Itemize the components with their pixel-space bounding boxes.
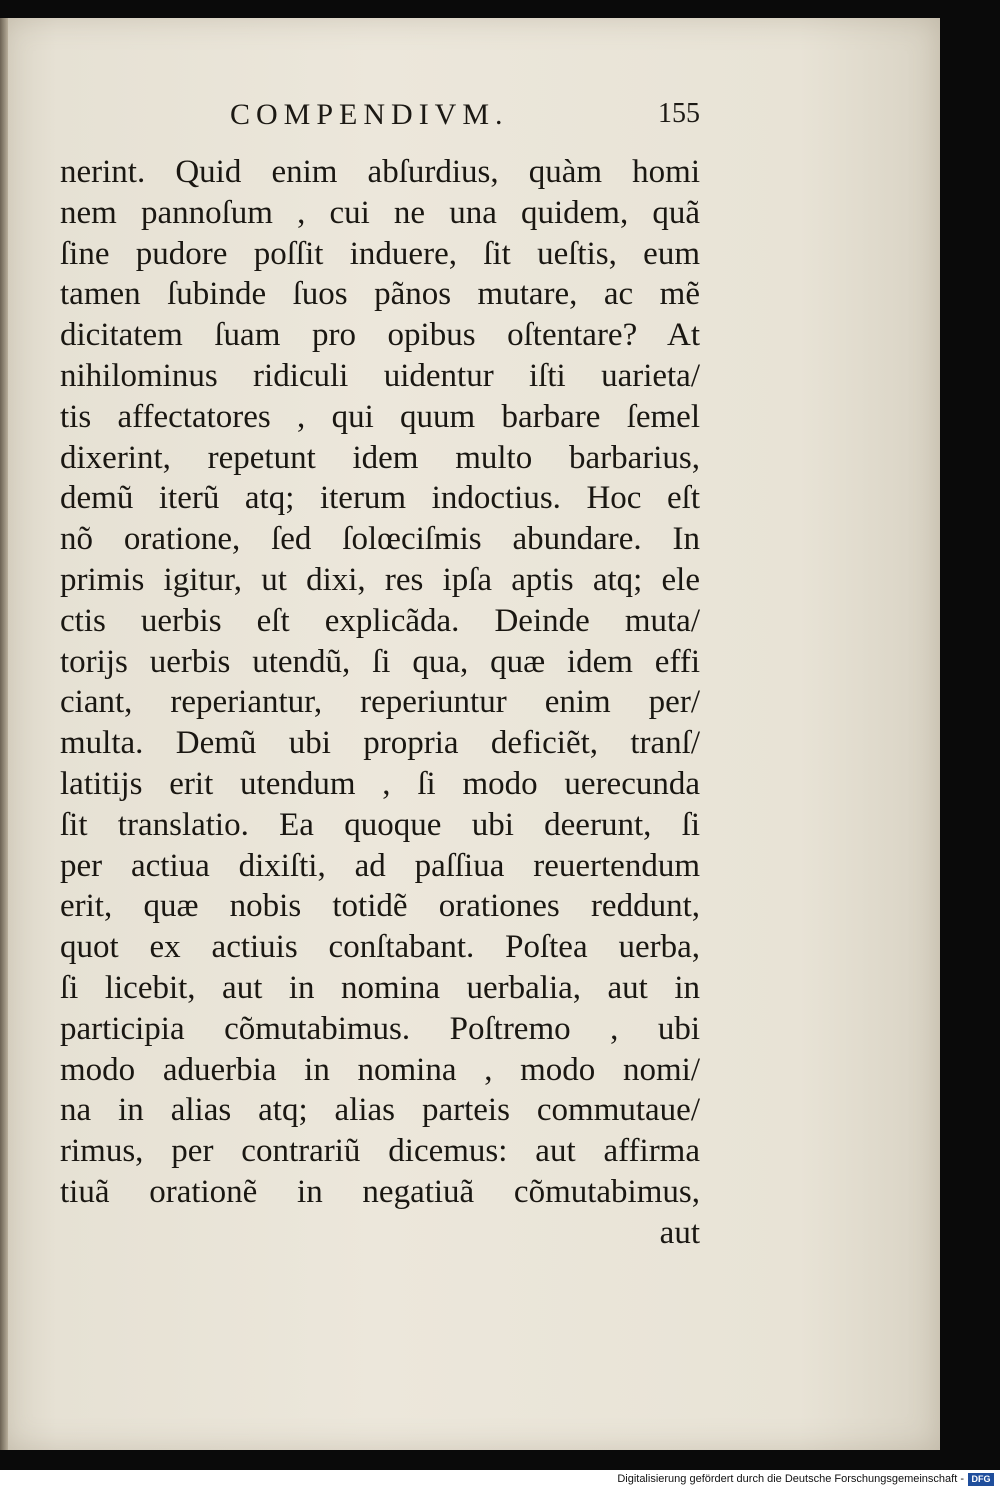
catchword: aut — [659, 1214, 700, 1251]
text-line: erit, quæ nobis totidẽ orationes reddunt, — [60, 888, 700, 925]
running-head — [230, 98, 700, 138]
dfg-logo: DFG — [968, 1473, 994, 1486]
text-line: multa. Demũ ubi propria deficiẽt, tranſ/ — [60, 725, 700, 762]
footer-bar — [0, 1470, 1000, 1490]
text-line: tiuã orationẽ in negatiuã cõmutabimus, — [60, 1173, 700, 1210]
funding-credit: Digitalisierung gefördert durch die Deutsche Forschungsgemeinschaft - — [617, 1473, 964, 1485]
text-line: per actiua dixiſti, ad paſſiua reuertendum — [60, 847, 700, 884]
text-line: ctis uerbis eſt explicãda. Deinde muta/ — [60, 602, 700, 639]
text-line: nerint. Quid enim abſurdius, quàm homi — [60, 154, 700, 190]
text-line: primis igitur, ut dixi, res ipſa aptis atq; ele — [60, 561, 700, 598]
text-line: dixerint, repetunt idem multo barbarius, — [60, 439, 700, 476]
text-line: participia cõmutabimus. Poſtremo , ubi — [60, 1010, 700, 1047]
text-line: nihilominus ridiculi uidentur iſti uarieta/ — [60, 357, 700, 394]
text-line: ciant, reperiantur, reperiuntur enim per/ — [60, 684, 700, 721]
text-line: latitijs erit utendum , ſi modo uerecunda — [60, 765, 700, 802]
body-text — [60, 152, 700, 1254]
page-number: 155 — [658, 98, 700, 129]
text-line: rimus, per contrariũ dicemus: aut affirma — [60, 1133, 700, 1170]
text-line: torijs uerbis utendũ, ſi qua, quæ idem effi — [60, 643, 700, 680]
text-line: dicitatem ſuam pro opibus oſtentare? At — [60, 317, 700, 354]
running-title: COMPENDIVM. — [230, 98, 509, 131]
text-line: nem pannoſum , cui ne una quidem, quã — [60, 194, 700, 231]
text-line: tis affectatores , qui quum barbare ſemel — [60, 398, 700, 435]
text-line: ſit translatio. Ea quoque ubi deerunt, ſi — [60, 806, 700, 843]
text-line: demũ iterũ atq; iterum indoctius. Hoc eſt — [60, 480, 700, 517]
text-line: nõ oratione, ſed ſolœciſmis abundare. In — [60, 521, 700, 558]
text-line: na in alias atq; alias parteis commutaue/ — [60, 1092, 700, 1129]
text-line: modo aduerbia in nomina , modo nomi/ — [60, 1051, 700, 1088]
page-gutter-edge — [0, 18, 8, 1450]
text-line: ſi licebit, aut in nomina uerbalia, aut in — [60, 969, 700, 1006]
text-line: quot ex actiuis conſtabant. Poſtea uerba, — [60, 929, 700, 966]
text-line: tamen ſubinde ſuos pãnos mutare, ac mẽ — [60, 276, 700, 313]
text-line: ſine pudore poſſit induere, ſit ueſtis, eum — [60, 235, 700, 272]
